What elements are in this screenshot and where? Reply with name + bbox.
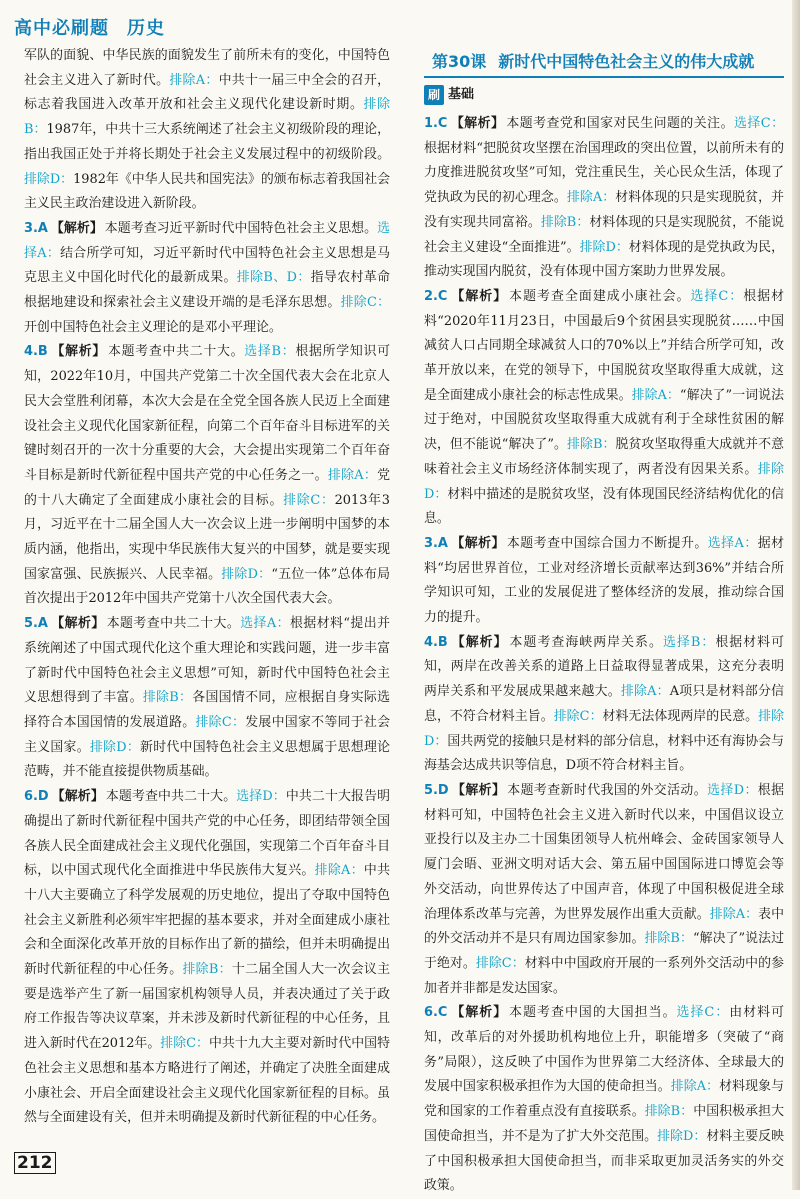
- explanation-text: 根据材料可知，两岸在改善关系的道路上日益取得显著成果，这充分表明两岸关系和平发展成果越来越大。: [424, 634, 785, 700]
- answer-number: 6.D: [24, 789, 49, 805]
- intro-paragraph: [24, 44, 390, 217]
- option-marker: 排除B：: [540, 214, 590, 230]
- option-marker: 选择B：: [662, 634, 716, 650]
- subject-label: 历史: [127, 18, 165, 39]
- left-answer-list: [24, 217, 390, 1131]
- section-header: [424, 82, 784, 108]
- option-marker: 排除B：: [182, 962, 232, 978]
- explanation-text: 新时代中国特色社会主义思想属于思想理论范畴，并不能直接提供物质基础。: [24, 739, 391, 780]
- answer-item: [424, 1001, 784, 1199]
- analysis-tag: 【解析】: [50, 616, 105, 632]
- explanation-text: 指导农村革命根据地建设和探索社会主义建设开端的是毛泽东思想。: [24, 270, 391, 311]
- option-marker: 排除C：: [340, 295, 390, 311]
- answer-item: [424, 112, 784, 285]
- right-answer-list: [424, 112, 784, 1199]
- option-marker: 排除C：: [283, 492, 335, 508]
- option-marker: 排除A：: [670, 1079, 720, 1095]
- explanation-text: 材料现象与党和国家的工作着重点没有直接联系。: [424, 1079, 785, 1120]
- option-marker: 选择B：: [244, 344, 296, 360]
- analysis-tag: 【解析】: [450, 116, 505, 131]
- answer-number: 3.A: [24, 220, 48, 236]
- explanation-text: 根据材料“提出并系统阐述了中国式现代化这个重大理论和实践问题，进一步丰富了新时代中国特色社会主义思想”可知，新时代中国特色社会主义思想得到了丰富。: [24, 616, 391, 706]
- explanation-text: 由材料可知，改革后的对外援助机构地位上升，职能增多（突破了“商务”局限），这反映了中国作为世界第二大经济体、全球最大的发展中国家积极承担作为大国的使命担当。: [424, 1005, 785, 1095]
- answer-number: 4.B: [424, 634, 448, 650]
- option-marker: 排除D：: [89, 739, 141, 755]
- right-column: [424, 48, 785, 1194]
- answer-item: [24, 340, 390, 612]
- lesson-number: 第30课: [432, 52, 487, 71]
- section-badge: 刷: [424, 85, 444, 105]
- explanation-text: 中共十一届三中全会的召开，标志着我国进入改革开放和社会主义现代化建设新时期。: [24, 72, 391, 113]
- explanation-text: 脱贫攻坚取得重大成就并不意味着社会主义市场经济体制实现了，两者没有因果关系。: [424, 437, 785, 477]
- option-marker: 排除A：: [327, 467, 378, 483]
- option-marker: 选择C：: [676, 1005, 730, 1021]
- explanation-text: 中国积极承担大国使命担当，并不是为了扩大外交范围。: [424, 1104, 785, 1144]
- option-marker: 排除C：: [475, 955, 525, 971]
- option-marker: 排除D：: [657, 1128, 707, 1144]
- explanation-text: 中共十九大主要对新时代中国特色社会主义思想和基本方略进行了阐述，并确定了决胜全面建成小康社会、开启全面建设社会主义现代化国家新征程的目标。虽然与全面建设有关，但并未明确提及新时代新征程的中心任务。: [24, 1036, 390, 1126]
- explanation-text: 军队的面貌、中华民族的面貌发生了前所未有的变化，中国特色社会主义进入了新时代。: [24, 48, 390, 88]
- explanation-text: 党的十八大确定了全面建成小康社会的目标。: [24, 467, 391, 508]
- page-number: 212: [14, 1152, 56, 1174]
- explanation-text: 1987年，中共十三大系统阐述了社会主义初级阶段的理论，指出我国正处于并将长期处于社会主义发展过程中的初级阶段。: [24, 122, 390, 162]
- left-column: [24, 44, 390, 1138]
- analysis-tag: 【解析】: [450, 1005, 508, 1021]
- option-marker: 排除D：: [24, 171, 74, 187]
- option-marker: 排除B：: [142, 690, 193, 706]
- answer-number: 1.C: [424, 116, 448, 131]
- option-marker: 选择A：: [240, 616, 290, 632]
- option-marker: 排除A：: [169, 72, 219, 88]
- explanation-text: 本题考查习近平新时代中国特色社会主义思想。: [104, 220, 378, 236]
- answer-item: [24, 785, 390, 1131]
- explanation-text: 国共两党的接触只是材料的部分信息，材料中还有海协会与海基会达成共识等信息，D项不符合材料主旨。: [424, 733, 785, 774]
- explanation-text: 本题考查中共二十大。: [105, 789, 237, 805]
- analysis-tag: 【解析】: [450, 288, 508, 304]
- option-marker: 排除A：: [631, 387, 680, 403]
- answer-item: [424, 532, 784, 631]
- answer-item: [424, 285, 784, 532]
- explanation-text: “解决了”说法过于绝对。: [424, 931, 785, 971]
- explanation-text: 材料体现的只是实现脱贫，不能说社会主义建设“全面推进”。: [424, 214, 784, 255]
- analysis-tag: 【解析】: [450, 535, 505, 551]
- analysis-tag: 【解析】: [50, 344, 106, 360]
- answer-number: 5.D: [424, 782, 449, 798]
- page-edge: [792, 0, 800, 1190]
- explanation-text: 材料体现的只是实现脱贫，并没有实现共同富裕。: [424, 190, 785, 230]
- explanation-text: 开创中国特色社会主义理论的是邓小平理论。: [24, 319, 282, 335]
- explanation-text: 发展中国家不等同于社会主义国家。: [24, 714, 390, 755]
- answer-number: 5.A: [24, 616, 48, 632]
- option-marker: 选择A：: [707, 535, 758, 551]
- answer-item: [424, 779, 784, 1001]
- analysis-tag: 【解析】: [450, 634, 508, 650]
- explanation-text: 结合所学可知，习近平新时代中国特色社会主义思想是马克思主义中国化时代化的最新成果。: [24, 245, 391, 286]
- option-marker: 排除D：: [579, 239, 629, 255]
- option-marker: 排除C：: [160, 1036, 209, 1052]
- explanation-text: 1982年《中华人民共和国宪法》的颁布标志着我国社会主义民主政治建设进入新阶段。: [24, 171, 390, 212]
- explanation-text: 材料中描述的是脱贫攻坚，没有体现国民经济结构优化的信息。: [424, 486, 785, 527]
- analysis-tag: 【解析】: [51, 789, 104, 805]
- option-marker: 排除A：: [566, 190, 616, 206]
- option-marker: 排除C：: [553, 708, 603, 724]
- answer-number: 4.B: [24, 344, 48, 360]
- analysis-tag: 【解析】: [451, 782, 506, 798]
- explanation-text: “解决了”一词说法过于绝对，中国脱贫攻坚取得重大成就有利于全球性贫困的解决，但不能说“解决了”。: [424, 387, 785, 453]
- explanation-text: 根据材料可知，中国特色社会主义进入新时代以来，中国倡议设立亚投行以及主办二十国集团领导人杭州峰会、金砖国家领导人厦门会晤、亚洲文明对话大会、第五届中国国际进口博览会等外交活动，向世界传达了中国声音，体现了中国积极促进全球治理体系改革与完善，为世界发展作出重大贡献。: [424, 782, 785, 922]
- book-title: 高中必刷题: [14, 18, 109, 39]
- answer-number: 2.C: [424, 288, 448, 304]
- explanation-text: 中共十八大主要确立了科学发展观的历史地位，提出了夺取中国特色社会主义新胜利必须牢牢把握的基本要求，并对全面建成小康社会和全面深化改革开放的目标作出了新的描绘，但并未明确提出新时代新征程的中心任务。: [24, 863, 391, 978]
- explanation-text: 本题考查新时代我国的外交活动。: [507, 782, 708, 798]
- lesson-header: [424, 48, 784, 78]
- explanation-text: 材料体现的是党执政为民，推动实现国内脱贫，没有体现中国方案助力世界发展。: [424, 239, 784, 280]
- option-marker: 排除D：: [221, 566, 272, 582]
- option-marker: 选择C：: [733, 116, 784, 131]
- option-marker: 选择A：: [24, 220, 391, 261]
- explanation-text: 本题考查中国的大国担当。: [509, 1005, 677, 1021]
- explanation-text: 十二届全国人大一次会议主要是选举产生了新一届国家机构领导人员，并表决通过了关于政府工作报告等决议草案，并未涉及新时代新征程的中心任务，且进入新时代在2012年。: [24, 962, 390, 1052]
- explanation-text: 表中的外交活动并不是只有周边国家参加。: [424, 906, 785, 947]
- option-marker: 排除B：: [24, 97, 391, 138]
- answer-item: [24, 217, 390, 341]
- explanation-text: “五位一体”总体布局首次提出于2012年中国共产党第十八次全国代表大会。: [24, 566, 390, 607]
- explanation-text: 材料主要反映了中国积极承担大国使命担当，而非采取更加灵活务实的外交政策。: [424, 1128, 785, 1194]
- answer-item: [24, 612, 390, 785]
- explanation-text: 材料无法体现两岸的民意。: [602, 708, 759, 724]
- explanation-text: 本题考查中共二十大。: [106, 616, 241, 632]
- answer-number: 3.A: [424, 535, 448, 551]
- explanation-text: A项只是材料部分信息，不符合材料主旨。: [424, 684, 785, 724]
- option-marker: 排除A：: [709, 906, 759, 922]
- explanation-text: 材料中中国政府开展的一系列外交活动中的参加者并非都是发达国家。: [424, 955, 784, 996]
- answer-item: [424, 631, 784, 779]
- option-marker: 排除B：: [644, 931, 693, 947]
- option-marker: 选择D：: [707, 782, 758, 798]
- option-marker: 排除A：: [620, 684, 670, 700]
- option-marker: 排除C：: [195, 714, 246, 730]
- explanation-text: 本题考查全面建成小康社会。: [509, 288, 691, 304]
- explanation-text: 根据材料“2020年11月23日，中国最后9个贫困县实现脱贫……中国减贫人口占同期全球减贫人口的70%以上”并结合所学可知，改革开放以来，在党的领导下，中国脱贫攻坚取得重大成就，这是全面建成小康社会的标志性成果。: [424, 288, 785, 403]
- explanation-text: 本题考查中共二十大。: [107, 344, 245, 360]
- analysis-tag: 【解析】: [50, 220, 103, 236]
- option-marker: 选择D：: [236, 789, 286, 805]
- section-label: 基础: [448, 87, 475, 102]
- explanation-text: 据材料“均居世界首位，工业对经济增长贡献率达到36%”并结合所学知识可知，工业的发展促进了整体经济的发展，推动综合国力的提升。: [424, 535, 785, 626]
- explanation-text: 本题考查中国综合国力不断提升。: [506, 535, 708, 551]
- option-marker: 排除A：: [314, 863, 364, 879]
- option-marker: 排除B：: [644, 1104, 694, 1120]
- explanation-text: 本题考查党和国家对民生问题的关注。: [506, 116, 734, 131]
- option-marker: 排除D：: [424, 708, 785, 749]
- explanation-text: 根据所学知识可知，2022年10月，中国共产党第二十次全国代表大会在北京人民大会堂胜利闭幕，本次大会是在全党全国各族人民迈上全面建设社会主义现代化国家新征程，向第二个百年奋斗目标进军的关键时刻召开的一次十分重要的大会，大会提出实现第二个百年奋斗目标是新时代新征程中国共产党的中心任务之一。: [24, 344, 391, 483]
- page-header: [14, 14, 394, 44]
- answer-number: 6.C: [424, 1005, 448, 1021]
- explanation-text: 根据材料“把脱贫攻坚摆在治国理政的突出位置，以前所未有的力度推进脱贫攻坚”可知，党注重民生，关心民众生活，体现了党执政为民的初心理念。: [424, 140, 784, 206]
- option-marker: 排除B、D：: [236, 270, 311, 286]
- option-marker: 排除D：: [424, 461, 785, 502]
- explanation-text: 2013年3月，习近平在十二届全国人大一次会议上进一步阐明中国梦的本质内涵，他指出，实现中华民族伟大复兴的中国梦，就是要实现国家富强、民族振兴、人民幸福。: [24, 492, 390, 582]
- explanation-text: 各国国情不同，应根据自身实际选择符合本国国情的发展道路。: [24, 690, 391, 730]
- option-marker: 排除B：: [567, 437, 616, 453]
- explanation-text: 中共二十大报告明确提出了新时代新征程中国共产党的中心任务，即团结带领全国各族人民全面建成社会主义现代化强国，实现第二个百年奋斗目标，以中国式现代化全面推进中华民族伟大复兴。: [24, 789, 390, 879]
- option-marker: 选择C：: [690, 288, 744, 304]
- explanation-text: 本题考查海峡两岸关系。: [509, 634, 663, 650]
- lesson-title: 新时代中国特色社会主义的伟大成就: [498, 52, 755, 71]
